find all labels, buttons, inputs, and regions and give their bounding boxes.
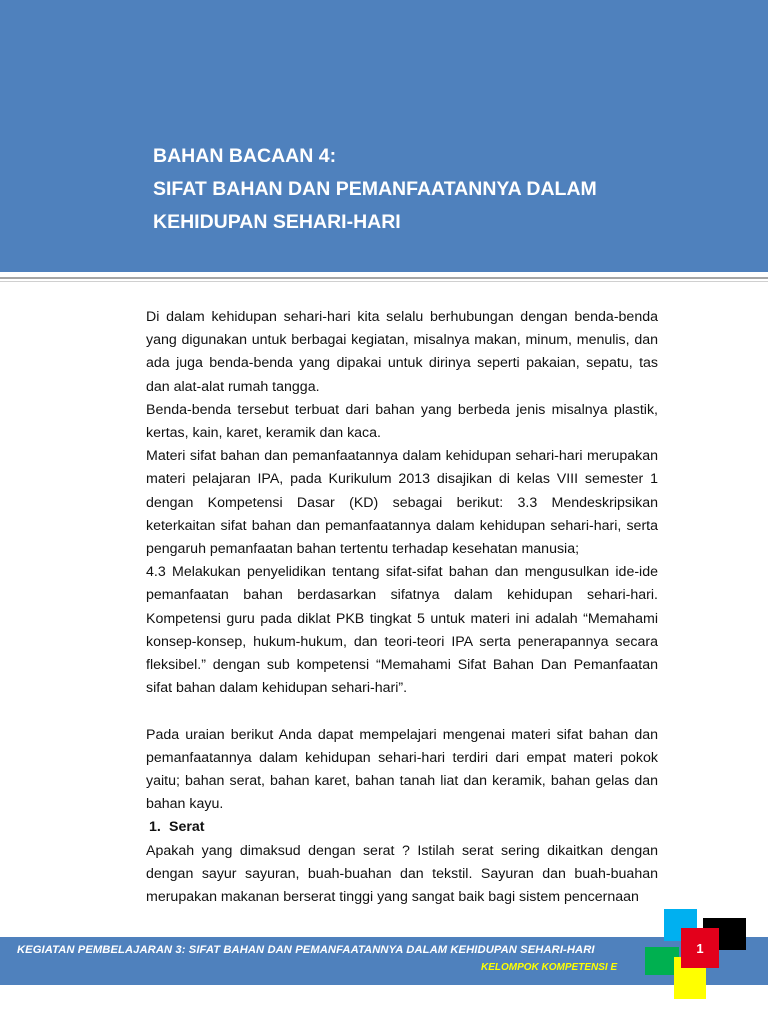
chapter-title-line-2: SIFAT BAHAN DAN PEMANFAATANNYA DALAM — [153, 178, 597, 200]
paragraph-serat: Apakah yang dimaksud dengan serat ? Istilah serat sering dikaitkan dengan dengan sayur sayuran, buah-buahan dan tekstil. Sayuran dan buah-buahan merupakan makanan berserat tinggi yang sangat baik bagi sistem pencernaan — [146, 842, 658, 906]
paragraph-overview: Pada uraian berikut Anda dapat mempelajari mengenai materi sifat bahan dan pemanfaatannya dalam kehidupan sehari-hari terdiri dari empat materi pokok yaitu; bahan serat, bahan karet, bahan tanah liat dan keramik, bahan gelas dan bahan kayu. — [146, 726, 658, 813]
chapter-title — [153, 140, 597, 239]
section-title: Serat — [169, 819, 205, 836]
paragraph-spacer — [146, 700, 658, 723]
section-heading — [146, 816, 658, 839]
paragraph-intro: Di dalam kehidupan sehari-hari kita selalu berhubungan dengan benda-benda yang digunakan untuk berbagai kegiatan, misalnya makan, minum, menulis, dan ada juga benda-benda yang dipakai untuk dirinya seperti pakaian, sepatu, tas dan alat-alat rumah tangga. — [146, 309, 658, 395]
paragraph-curriculum: Materi sifat bahan dan pemanfaatannya dalam kehidupan sehari-hari merupakan materi pelajaran IPA, pada Kurikulum 2013 disajikan di kelas VIII semester 1 dengan Kompetensi Dasar (KD) sebagai berikut: 3.3 Mendeskripsikan keterkaitan sifat bahan dan pemanfaatannya dalam kehidupan sehari-hari, serta pengaruh pemanfaatan bahan tertentu terhadap kesehatan manusia; — [146, 448, 658, 558]
header-divider — [0, 272, 768, 284]
body-text — [146, 306, 658, 909]
divider-line-thin — [0, 281, 768, 282]
paragraph-materials: Benda-benda tersebut terbuat dari bahan yang berbeda jenis misalnya plastik, kertas, kain, karet, keramik dan kaca. — [146, 401, 658, 442]
divider-line-thick — [0, 277, 768, 279]
page-number-badge — [681, 928, 719, 968]
chapter-title-line-1: BAHAN BACAAN 4: — [153, 145, 337, 167]
chapter-title-line-3: KEHIDUPAN SEHARI-HARI — [153, 211, 401, 233]
section-number: 1. — [149, 819, 161, 836]
page-number: 1 — [696, 940, 704, 956]
footer-chapter-title: KEGIATAN PEMBELAJARAN 3: SIFAT BAHAN DAN PEMANFAATANNYA DALAM KEHIDUPAN SEHARI-HARI — [17, 944, 595, 956]
paragraph-competency: 4.3 Melakukan penyelidikan tentang sifat-sifat bahan dan mengusulkan ide-ide pemanfaatan bahan berdasarkan sifatnya dalam kehidupan sehari-hari. Kompetensi guru pada diklat PKB tingkat 5 untuk materi ini adalah “Memahami konsep-konsep, hukum-hukum, dan teori-teori IPA serta penerapannya secara fleksibel.” dengan sub kompetensi “Memahami Sifat Bahan Dan Pemanfaatan sifat bahan dalam kehidupan sehari-hari”. — [146, 564, 658, 697]
footer-competency-group: KELOMPOK KOMPETENSI E — [481, 962, 618, 973]
